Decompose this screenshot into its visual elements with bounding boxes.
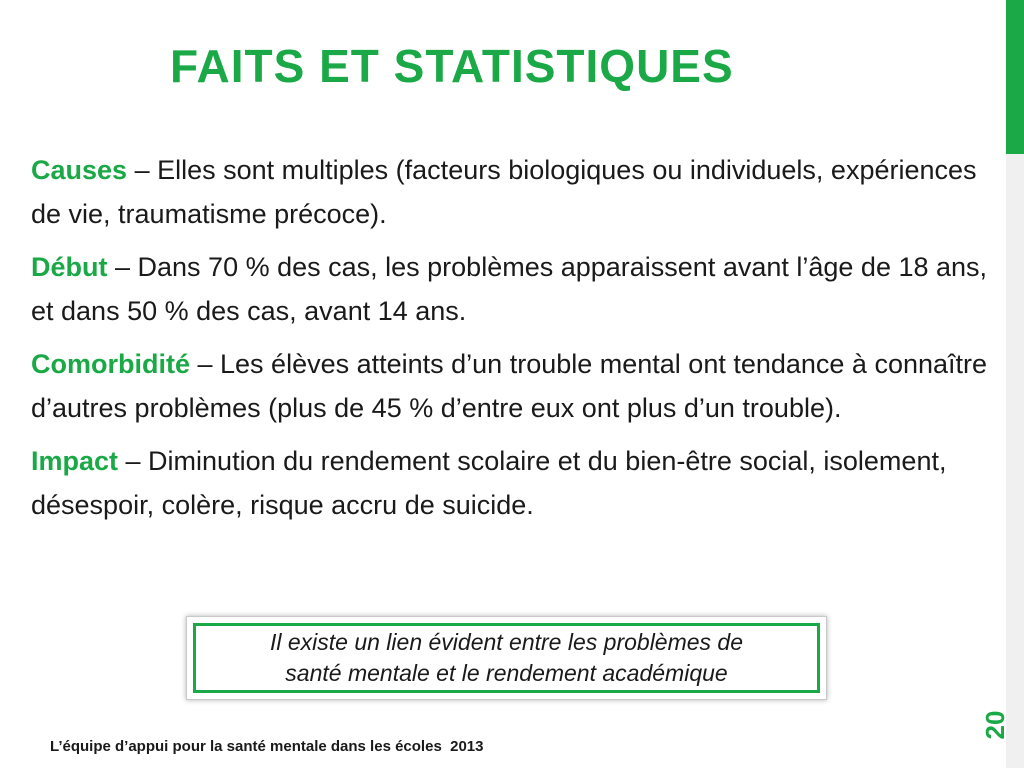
paragraph-debut [31, 245, 996, 333]
text-causes: – Elles sont multiples (facteurs biologiques ou individuels, expériences de vie, traumatisme précoce). [31, 155, 977, 229]
side-bar-track [1006, 154, 1024, 768]
callout-box [186, 616, 827, 700]
text-comorbidite: – Les élèves atteints d’un trouble mental ont tendance à connaître d’autres problèmes (plus de 45 % d’entre eux ont plus d’un trouble). [31, 349, 988, 423]
paragraph-causes [31, 148, 996, 236]
paragraph-comorbidite [31, 342, 996, 430]
term-impact: Impact [31, 446, 119, 476]
page-number: 20 [980, 710, 1010, 740]
term-comorbidite: Comorbidité [31, 349, 190, 379]
callout-frame [193, 623, 820, 693]
footer-text: L’équipe d’appui pour la santé mentale dans les écoles 2013 [50, 738, 484, 755]
accent-side-bar [1006, 0, 1024, 154]
callout-line-1: Il existe un lien évident entre les problèmes de [269, 629, 744, 655]
text-impact: – Diminution du rendement scolaire et du bien-être social, isolement, désespoir, colère, risque accru de suicide. [31, 446, 947, 520]
callout-line-2: santé mentale et le rendement académique [285, 660, 728, 686]
term-debut: Début [31, 252, 108, 282]
slide-body [31, 148, 996, 536]
text-debut: – Dans 70 % des cas, les problèmes apparaissent avant l’âge de 18 ans, et dans 50 % des cas, avant 14 ans. [31, 252, 988, 326]
paragraph-impact [31, 439, 996, 527]
term-causes: Causes [31, 155, 128, 185]
callout-text [270, 627, 743, 689]
slide-title: FAITS ET STATISTIQUES [170, 40, 734, 92]
